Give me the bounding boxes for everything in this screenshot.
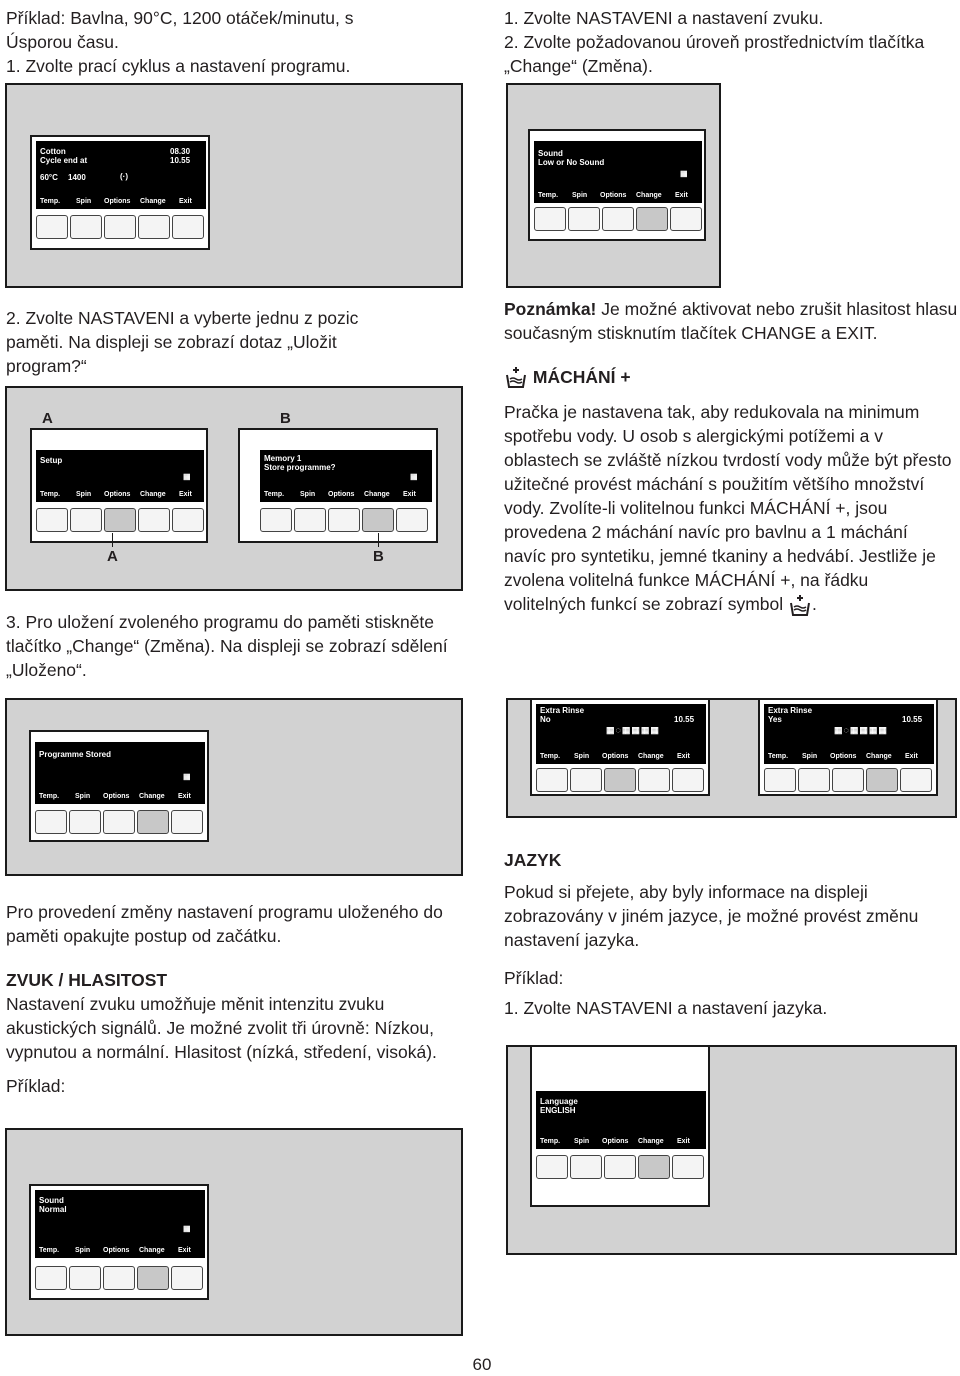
display-frame-setup-memory	[5, 386, 463, 591]
rinse-icon: ▦	[410, 472, 418, 481]
rinse-heading: MÁCHÁNÍ +	[532, 367, 631, 387]
spin-button[interactable]	[568, 207, 600, 231]
marker-a-top: A	[42, 410, 53, 427]
rinse-text: Pračka je nastavena tak, aby redukovala na minimum spotřebu vody. U osob s alergickými potížemi a v oblastech se zvláště nízkou tvrdostí vody může být přesto užitečné provést máchání s použitím většího množství vody. Zvolíte-li volitelnou funkci MÁCHÁNÍ +, jsou provedena 2 máchání navíc pro bavlnu a 1 máchání navíc pro syntetiku, jemné tkaniny a hedvábí. Jestliže je zvolena volitelná funkce MÁCHÁNÍ +, na řádku volitelných funkcí se zobrazí symbol	[504, 402, 952, 615]
label-change: Change	[636, 192, 662, 199]
lcd-screen	[35, 1190, 205, 1258]
options-button[interactable]	[602, 207, 634, 231]
rinse-text-end: .	[812, 594, 817, 615]
label-exit: Exit	[675, 192, 688, 199]
label-change: Change	[638, 1138, 664, 1145]
spin-button[interactable]	[69, 1266, 101, 1290]
control-panel	[30, 135, 210, 250]
lcd-line-1: Extra Rinse	[540, 706, 585, 715]
lcd-screen	[536, 1091, 706, 1149]
spin-button[interactable]	[798, 768, 830, 792]
label-options: Options	[600, 192, 627, 199]
label-spin: Spin	[572, 192, 588, 199]
language-section	[504, 848, 924, 1020]
spin-button[interactable]	[570, 1155, 602, 1179]
lcd-screen	[534, 141, 702, 203]
lcd-line-1: Cotton	[40, 147, 66, 156]
lcd-line-2: Yes	[768, 715, 782, 724]
sound-section	[6, 968, 466, 1098]
change-button[interactable]	[137, 1266, 169, 1290]
spin-button[interactable]	[294, 508, 326, 532]
label-exit: Exit	[178, 793, 191, 800]
label-exit: Exit	[179, 491, 192, 498]
lcd-line-2: Low or No Sound	[538, 158, 605, 167]
label-temp: Temp.	[264, 491, 285, 498]
lcd-line-1: Programme Stored	[39, 750, 112, 759]
control-panel	[29, 730, 209, 842]
temp-button[interactable]	[534, 207, 566, 231]
temp-button[interactable]	[764, 768, 796, 792]
lcd-screen	[536, 704, 706, 764]
language-heading: JAZYK	[504, 850, 562, 870]
marker-b-bottom: B	[373, 548, 384, 565]
temp-button[interactable]	[536, 1155, 568, 1179]
options-button[interactable]	[104, 215, 136, 239]
label-change: Change	[140, 198, 166, 205]
exit-button[interactable]	[171, 1266, 203, 1290]
rinse-icon: ▦	[183, 472, 191, 481]
lcd-line-1: Setup	[40, 456, 63, 465]
extra-rinse-icon	[788, 594, 812, 618]
lcd-line-1: Language	[540, 1097, 578, 1106]
step-1-left: 1. Zvolte prací cyklus a nastavení programu.	[6, 56, 351, 76]
page-number: 60	[472, 1355, 492, 1374]
spin-button[interactable]	[570, 768, 602, 792]
lcd-button-labels	[36, 486, 204, 502]
label-spin: Spin	[75, 793, 91, 800]
lcd-screen	[260, 450, 432, 502]
display-frame-language	[506, 1045, 957, 1255]
control-panel	[530, 1047, 710, 1207]
lcd-button-labels	[764, 748, 934, 764]
lcd-spin-value: 1400	[68, 173, 86, 182]
spin-button[interactable]	[70, 215, 102, 239]
label-options: Options	[328, 491, 355, 498]
label-options: Options	[104, 198, 131, 205]
exit-button[interactable]	[172, 508, 204, 532]
label-change: Change	[139, 793, 165, 800]
display-frame-extra-rinse	[506, 698, 957, 818]
exit-button[interactable]	[670, 207, 702, 231]
example-line: Příklad: Bavlna, 90°C, 1200 otáček/minutu, s Úsporou času.	[6, 8, 354, 52]
control-panel	[30, 428, 208, 543]
label-temp: Temp.	[40, 491, 61, 498]
control-panel	[528, 129, 706, 241]
label-change: Change	[364, 491, 390, 498]
label-change: Change	[140, 491, 166, 498]
temp-button[interactable]	[35, 810, 67, 834]
lcd-line-2: Normal	[39, 1205, 67, 1214]
label-exit: Exit	[677, 1138, 690, 1145]
sound-text: Nastavení zvuku umožňuje měnit intenzitu zvuku akustických signálů. Je možné zvolit tři úrovně: Nízkou, vypnutou a normální. Hlasitost (nízká, středení, visoká).	[6, 994, 437, 1062]
lcd-time: 10.55	[674, 715, 695, 724]
options-button[interactable]	[104, 508, 136, 532]
lcd-line-2: ENGLISH	[540, 1106, 576, 1115]
step-3-text: 3. Pro uložení zvoleného programu do paměti stiskněte tlačítko „Change“ (Změna). Na displeji se zobrazí sdělení „Uloženo“.	[6, 612, 448, 680]
label-change: Change	[638, 753, 664, 760]
label-exit: Exit	[179, 198, 192, 205]
repeat-instructions	[6, 900, 466, 948]
label-spin: Spin	[574, 753, 590, 760]
lcd-button-labels	[260, 486, 432, 502]
lcd-screen	[764, 704, 934, 764]
exit-button[interactable]	[672, 1155, 704, 1179]
options-button[interactable]	[604, 1155, 636, 1179]
label-spin: Spin	[75, 1247, 91, 1254]
label-temp: Temp.	[768, 753, 789, 760]
label-exit: Exit	[403, 491, 416, 498]
label-spin: Spin	[300, 491, 316, 498]
lcd-line-1: Sound	[39, 1196, 64, 1205]
step-2-left	[6, 306, 406, 378]
extra-rinse-icon	[504, 366, 528, 390]
example-intro	[6, 6, 406, 78]
step-2-text: 2. Zvolte NASTAVENI a vyberte jednu z pozic paměti. Na displeji se zobrazí dotaz „Uložit program?“	[6, 308, 359, 376]
control-panel	[758, 698, 938, 796]
options-button[interactable]	[832, 768, 864, 792]
marker-b-top: B	[280, 410, 291, 427]
label-options: Options	[103, 793, 130, 800]
step-2-right: 2. Zvolte požadovanou úroveň prostřednictvím tlačítka „Change“ (Změna).	[504, 32, 925, 76]
lcd-screen	[36, 141, 206, 209]
note-block	[504, 297, 959, 345]
label-options: Options	[602, 753, 629, 760]
leader-line	[378, 533, 379, 547]
lcd-time: 10.55	[902, 715, 923, 724]
label-temp: Temp.	[40, 198, 61, 205]
control-panel	[29, 1184, 209, 1300]
example-label-left: Příklad:	[6, 1076, 66, 1096]
lcd-temp-value: 60°C	[40, 173, 58, 182]
change-button[interactable]	[362, 508, 394, 532]
label-options: Options	[104, 491, 131, 498]
lcd-line-1: Memory 1	[264, 454, 302, 463]
display-frame-stored	[5, 698, 463, 876]
option-symbols-icon: ▦◌▦▦▦▦	[834, 725, 888, 735]
lcd-line-2: Store programme?	[264, 463, 336, 472]
spin-button[interactable]	[70, 508, 102, 532]
change-button[interactable]	[638, 768, 670, 792]
change-button[interactable]	[636, 207, 668, 231]
exit-button[interactable]	[672, 768, 704, 792]
temp-button[interactable]	[36, 508, 68, 532]
label-temp: Temp.	[39, 793, 60, 800]
lcd-button-labels	[36, 193, 206, 209]
lcd-button-labels	[534, 187, 702, 203]
control-panel	[530, 698, 710, 796]
label-spin: Spin	[76, 491, 92, 498]
display-frame-sound-low	[506, 83, 721, 288]
options-button[interactable]	[604, 768, 636, 792]
example-label-right: Příklad:	[504, 968, 564, 988]
options-button[interactable]	[328, 508, 360, 532]
lcd-button-labels	[35, 788, 205, 804]
change-button[interactable]	[866, 768, 898, 792]
step-3-left	[6, 610, 466, 682]
lcd-button-labels	[536, 1133, 706, 1149]
note-label: Poznámka!	[504, 299, 597, 319]
note-text: Je možné aktivovat nebo zrušit hlasitost hlasu současným stisknutím tlačítek CHANGE a EXIT.	[504, 299, 958, 343]
spin-button[interactable]	[69, 810, 101, 834]
rinse-icon: ▦	[183, 772, 191, 781]
label-options: Options	[830, 753, 857, 760]
rinse-section	[504, 365, 954, 618]
lcd-line-2: No	[540, 715, 551, 724]
temp-button[interactable]	[36, 215, 68, 239]
label-change: Change	[139, 1247, 165, 1254]
options-button[interactable]	[103, 1266, 135, 1290]
label-change: Change	[866, 753, 892, 760]
lcd-button-labels	[536, 748, 706, 764]
marker-a-bottom: A	[107, 548, 118, 565]
display-frame-cotton	[5, 83, 463, 288]
label-exit: Exit	[677, 753, 690, 760]
label-exit: Exit	[178, 1247, 191, 1254]
label-spin: Spin	[802, 753, 818, 760]
leader-line	[112, 533, 113, 547]
repeat-text: Pro provedení změny nastavení programu uloženého do paměti opakujte postup od začátku.	[6, 902, 443, 946]
lcd-time-1: 08.30	[170, 147, 191, 156]
language-text: Pokud si přejete, aby byly informace na displeji zobrazovány v jiném jazyce, je možné provést změnu nastavení jazyka.	[504, 882, 919, 950]
label-spin: Spin	[76, 198, 92, 205]
sound-heading: ZVUK / HLASITOST	[6, 970, 168, 990]
rinse-icon: ▦	[183, 1224, 191, 1233]
temp-button[interactable]	[536, 768, 568, 792]
label-options: Options	[602, 1138, 629, 1145]
language-step-1: 1. Zvolte NASTAVENI a nastavení jazyka.	[504, 998, 828, 1018]
lcd-line-2: Cycle end at	[40, 156, 88, 165]
right-steps	[504, 6, 944, 78]
temp-button[interactable]	[260, 508, 292, 532]
label-exit: Exit	[905, 753, 918, 760]
option-symbols-icon: ▦◌▦▦▦▦	[606, 725, 660, 735]
timer-icon: (·)	[120, 172, 128, 181]
lcd-screen	[36, 450, 204, 502]
lcd-screen	[35, 742, 205, 804]
display-frame-sound-normal	[5, 1128, 463, 1336]
options-button[interactable]	[103, 810, 135, 834]
change-button[interactable]	[137, 810, 169, 834]
change-button[interactable]	[138, 508, 170, 532]
lcd-time-2: 10.55	[170, 156, 191, 165]
label-options: Options	[103, 1247, 130, 1254]
lcd-line-1: Sound	[538, 149, 563, 158]
exit-button[interactable]	[171, 810, 203, 834]
lcd-line-1: Extra Rinse	[768, 706, 813, 715]
label-temp: Temp.	[540, 753, 561, 760]
temp-button[interactable]	[35, 1266, 67, 1290]
label-temp: Temp.	[538, 192, 559, 199]
label-temp: Temp.	[540, 1138, 561, 1145]
control-panel	[238, 428, 438, 543]
change-button[interactable]	[138, 215, 170, 239]
step-1-right: 1. Zvolte NASTAVENI a nastavení zvuku.	[504, 8, 824, 28]
lcd-button-labels	[35, 1242, 205, 1258]
exit-button[interactable]	[900, 768, 932, 792]
exit-button[interactable]	[396, 508, 428, 532]
label-temp: Temp.	[39, 1247, 60, 1254]
change-button[interactable]	[638, 1155, 670, 1179]
label-spin: Spin	[574, 1138, 590, 1145]
exit-button[interactable]	[172, 215, 204, 239]
rinse-icon: ▦	[680, 169, 688, 178]
